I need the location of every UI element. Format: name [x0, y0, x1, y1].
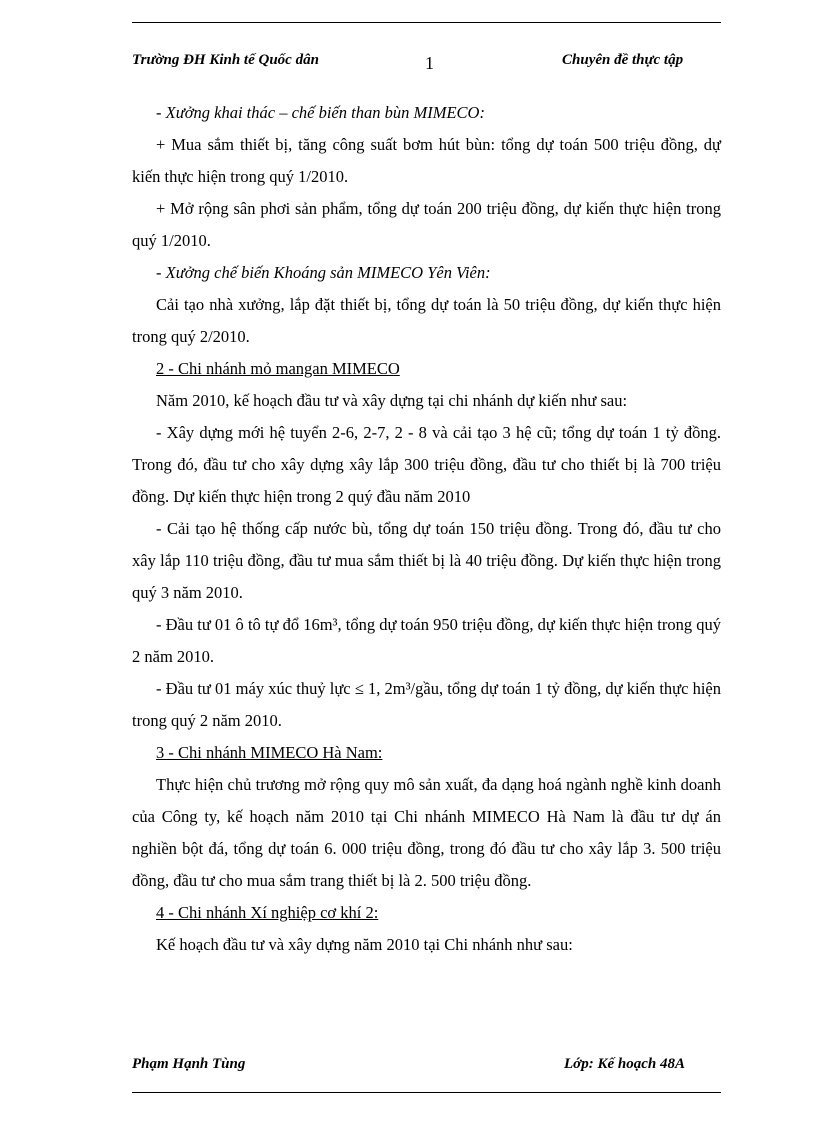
paragraph: - Đầu tư 01 ô tô tự đổ 16m³, tổng dự toán 950 triệu đồng, dự kiến thực hiện trong quý 2 năm 2010. — [132, 615, 721, 666]
footer-class: Lớp: Kế hoạch 48A — [564, 1056, 685, 1072]
header-rule — [132, 22, 721, 23]
footer-rule — [132, 1092, 721, 1093]
branch-heading-text: 3 - Chi nhánh MIMECO Hà Nam: — [156, 743, 383, 762]
paragraph: Cải tạo nhà xưởng, lắp đặt thiết bị, tổng dự toán là 50 triệu đồng, dự kiến thực hiện trong quý 2/2010. — [132, 295, 721, 346]
paragraph: Thực hiện chủ trương mở rộng quy mô sản xuất, đa dạng hoá ngành nghề kinh doanh của Công ty, kế hoạch năm 2010 tại Chi nhánh MIMECO Hà Nam là đầu tư dự án nghiền bột đá, tổng dự toán 6. 000 triệu đồng, trong đó đầu tư cho xây lắp 3. 500 triệu đồng, đầu tư cho mua sắm trang thiết bị là 2. 500 triệu đồng. — [132, 775, 721, 890]
document-body — [132, 97, 721, 961]
branch-heading — [132, 737, 721, 769]
paragraph: + Mở rộng sân phơi sản phẩm, tổng dự toán 200 triệu đồng, dự kiến thực hiện trong quý 1/2010. — [132, 199, 721, 250]
section-heading: - Xưởng chế biến Khoáng sản MIMECO Yên Viên: — [156, 263, 491, 282]
paragraph: - Xây dựng mới hệ tuyển 2-6, 2-7, 2 - 8 và cải tạo 3 hệ cũ; tổng dự toán 1 tỷ đồng. Trong đó, đầu tư cho xây dựng xây lắp 300 triệu đồng, đầu tư cho thiết bị là 700 triệu đồng. Dự kiến thực hiện trong 2 quý đầu năm 2010 — [132, 423, 721, 506]
branch-heading-text: 2 - Chi nhánh mỏ mangan MIMECO — [156, 359, 400, 378]
page-number: 1 — [425, 53, 434, 73]
header-title: Chuyên đề thực tập — [562, 52, 684, 68]
footer-author: Phạm Hạnh Tùng — [132, 1056, 246, 1072]
paragraph: Năm 2010, kế hoạch đầu tư và xây dựng tại chi nhánh dự kiến như sau: — [156, 391, 628, 410]
paragraph: - Cải tạo hệ thống cấp nước bù, tổng dự toán 150 triệu đồng. Trong đó, đầu tư cho xây lắp 110 triệu đồng, đầu tư mua sắm thiết bị là 40 triệu đồng. Dự kiến thực hiện trong quý 3 năm 2010. — [132, 519, 721, 602]
paragraph: + Mua sắm thiết bị, tăng công suất bơm hút bùn: tổng dự toán 500 triệu đồng, dự kiến thực hiện trong quý 1/2010. — [132, 135, 721, 186]
branch-heading-text: 4 - Chi nhánh Xí nghiệp cơ khí 2: — [156, 903, 379, 922]
paragraph: Kế hoạch đầu tư và xây dựng năm 2010 tại Chi nhánh như sau: — [156, 935, 573, 954]
branch-heading — [132, 353, 721, 385]
header-school: Trường ĐH Kinh tế Quốc dân — [132, 52, 319, 68]
branch-heading — [132, 897, 721, 929]
section-heading: - Xưởng khai thác – chế biến than bùn MIMECO: — [156, 103, 485, 122]
paragraph: - Đầu tư 01 máy xúc thuỷ lực ≤ 1, 2m³/gầu, tổng dự toán 1 tỷ đồng, dự kiến thực hiện trong quý 2 năm 2010. — [132, 679, 721, 730]
